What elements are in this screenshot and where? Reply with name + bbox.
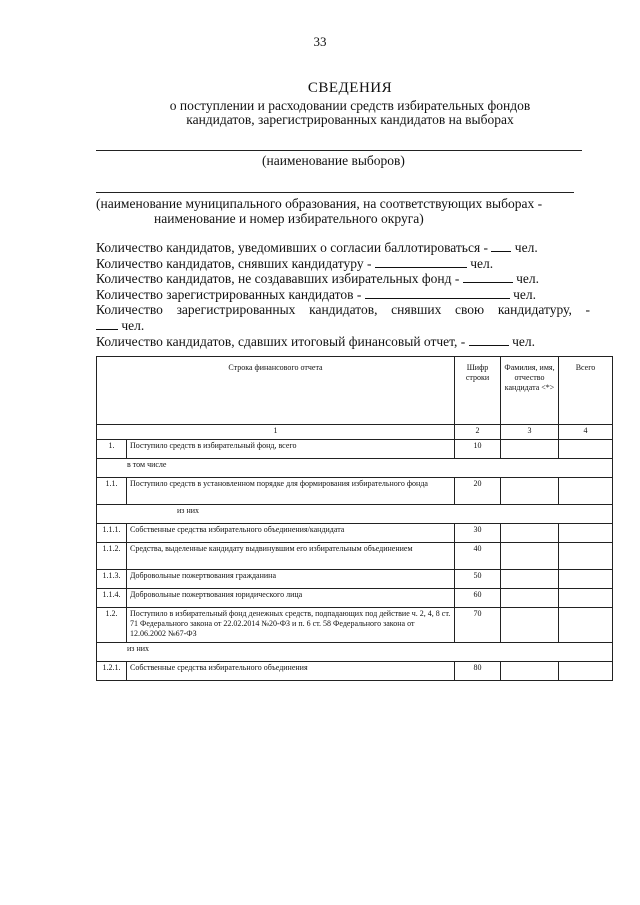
row-candidate-cell[interactable]	[501, 608, 559, 643]
table-row	[97, 608, 613, 643]
row-code: 60	[455, 589, 501, 608]
count-blank-4[interactable]	[365, 287, 510, 299]
row-candidate-cell[interactable]	[501, 524, 559, 543]
municipality-caption-line1: (наименование муниципального образования, на соответствующих выборах -	[96, 196, 543, 211]
column-index-2: 2	[455, 425, 501, 440]
row-total-cell[interactable]	[559, 524, 613, 543]
table-section-row	[97, 505, 613, 524]
row-candidate-cell[interactable]	[501, 478, 559, 505]
row-total-cell[interactable]	[559, 589, 613, 608]
column-index-row	[97, 425, 613, 440]
header-row-label: Строка финансового отчета	[97, 357, 455, 425]
row-code: 10	[455, 440, 501, 459]
document-title: СВЕДЕНИЯ	[307, 80, 393, 96]
row-candidate-cell[interactable]	[501, 440, 559, 459]
count-line-2: Количество кандидатов, снявших кандидатуру - чел.	[96, 255, 494, 271]
row-label: Поступило средств в избирательный фонд, всего	[127, 440, 455, 459]
section-label: в том числе	[97, 459, 613, 478]
row-code: 40	[455, 543, 501, 570]
table-row	[97, 524, 613, 543]
row-total-cell[interactable]	[559, 543, 613, 570]
row-candidate-cell[interactable]	[501, 589, 559, 608]
row-label: Поступило в избирательный фонд денежных средств, подпадающих под действие ч. 2, 4, 8 ст. 71 Федерального закона от 22.02.2014 №20-ФЗ и п. 6 ст. 58 Федерального закона от 12.06.2002 №67-ФЗ	[127, 608, 455, 643]
row-number: 1.2.	[97, 608, 127, 643]
count-blank-3[interactable]	[463, 271, 513, 283]
row-code: 80	[455, 662, 501, 681]
row-code: 30	[455, 524, 501, 543]
row-total-cell[interactable]	[559, 662, 613, 681]
row-code: 20	[455, 478, 501, 505]
candidate-counts	[96, 240, 590, 349]
table-row	[97, 543, 613, 570]
municipality-caption	[96, 196, 596, 226]
count-line-1: Количество кандидатов, уведомивших о согласии баллотироваться - чел.	[96, 240, 538, 255]
row-candidate-cell[interactable]	[501, 543, 559, 570]
row-label: Собственные средства избирательного объединения	[127, 662, 455, 681]
table-header-row	[97, 357, 613, 425]
table-row	[97, 478, 613, 505]
document-subtitle-line1: о поступлении и расходовании средств избирательных фондов	[169, 98, 531, 113]
table-row	[97, 570, 613, 589]
header-candidate-name: Фамилия, имя, отчество кандидата <*>	[501, 357, 559, 425]
table-section-row	[97, 643, 613, 662]
row-number: 1.1.4.	[97, 589, 127, 608]
row-label: Собственные средства избирательного объединения/кандидата	[127, 524, 455, 543]
row-total-cell[interactable]	[559, 478, 613, 505]
header-code: Шифр строки	[455, 357, 501, 425]
header-total: Всего	[559, 357, 613, 425]
count-blank-1[interactable]	[491, 240, 511, 252]
row-code: 70	[455, 608, 501, 643]
section-label: из них	[97, 643, 613, 662]
count-line-6: Количество кандидатов, сдавших итоговый финансовый отчет, - чел.	[96, 333, 535, 349]
row-label: Средства, выделенные кандидату выдвинувшим его избирательным объединением	[127, 543, 455, 570]
row-total-cell[interactable]	[559, 570, 613, 589]
election-caption: (наименование выборов)	[262, 153, 405, 168]
row-label: Поступило средств в установленном порядке для формирования избирательного фонда	[127, 478, 455, 505]
row-candidate-cell[interactable]	[501, 662, 559, 681]
municipality-name-line	[96, 192, 574, 193]
table-section-row	[97, 459, 613, 478]
page-number: 33	[313, 34, 327, 49]
financial-report-table	[96, 356, 613, 681]
row-number: 1.	[97, 440, 127, 459]
municipality-caption-line2: наименование и номер избирательного округа)	[154, 211, 424, 226]
column-index-4: 4	[559, 425, 613, 440]
column-index-1: 1	[97, 425, 455, 440]
row-total-cell[interactable]	[559, 608, 613, 643]
count-blank-6[interactable]	[469, 334, 509, 346]
count-line-5-cont: чел.	[96, 318, 590, 334]
column-index-3: 3	[501, 425, 559, 440]
row-number: 1.2.1.	[97, 662, 127, 681]
row-total-cell[interactable]	[559, 440, 613, 459]
row-candidate-cell[interactable]	[501, 570, 559, 589]
count-blank-5[interactable]	[96, 318, 118, 330]
count-line-4: Количество зарегистрированных кандидатов - чел.	[96, 286, 537, 302]
table-row	[97, 589, 613, 608]
section-label: из них	[97, 505, 613, 524]
table-row	[97, 662, 613, 681]
table-row	[97, 440, 613, 459]
row-label: Добровольные пожертвования юридического лица	[127, 589, 455, 608]
count-line-3: Количество кандидатов, не создававших избирательных фонд - чел.	[96, 271, 540, 287]
row-number: 1.1.2.	[97, 543, 127, 570]
row-number: 1.1.	[97, 478, 127, 505]
count-blank-2[interactable]	[375, 256, 467, 268]
election-name-line	[96, 150, 582, 151]
document-subtitle-line2: кандидатов, зарегистрированных кандидатов на выборах	[186, 112, 514, 127]
count-line-5: Количество зарегистрированных кандидатов, снявших свою кандидатуру, -	[96, 302, 590, 318]
row-code: 50	[455, 570, 501, 589]
row-number: 1.1.3.	[97, 570, 127, 589]
row-number: 1.1.1.	[97, 524, 127, 543]
row-label: Добровольные пожертвования гражданина	[127, 570, 455, 589]
